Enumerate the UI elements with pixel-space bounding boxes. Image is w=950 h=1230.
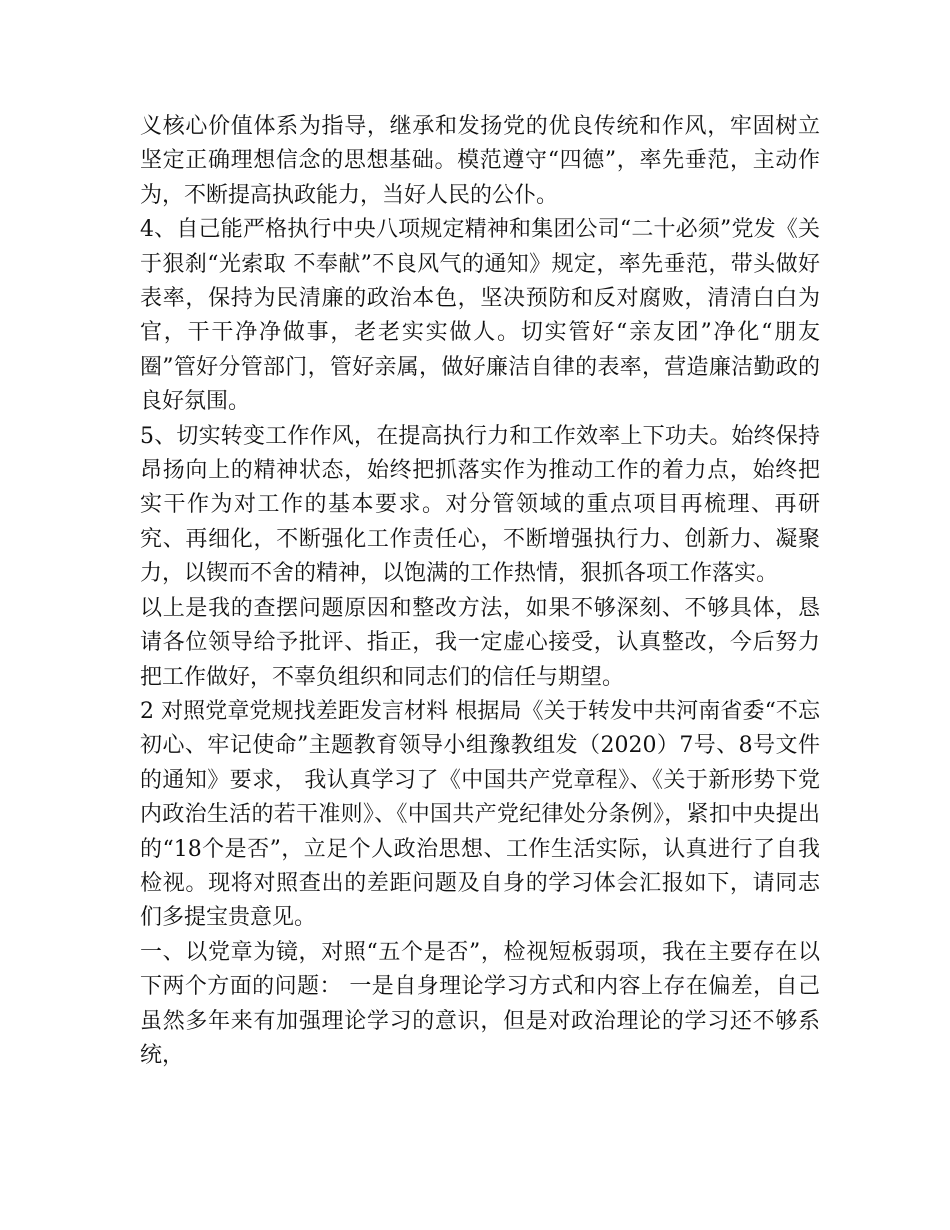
paragraph-section-2-intro: 2 对照党章党规找差距发言材料 根据局《关于转发中共河南省委“不忘初心、牢记使命”主题教育领导小组豫教组发（2020）7号、8号文件的通知》要求， 我认真学习了《中国共产党章程》、《关于新形势下党内政治生活的若干准则》、《中国共产党纪律处分条例》，紧扣中央提出的“18个是否”，立足个人政治思想、工作生活实际，认真进行了自我检视。现将对照查出的差距问题及自身的学习体会汇报如下，请同志们多提宝贵意见。 [140,698,820,931]
document-page [140,110,820,1073]
paragraph-point-5: 5、切实转变工作作风，在提高执行力和工作效率上下功夫。始终保持昂扬向上的精神状态，始终把抓落实作为推动工作的着力点，始终把实干作为对工作的基本要求。对分管领域的重点项目再梳理、再研究、再细化，不断强化工作责任心，不断增强执行力、创新力、凝聚力，以锲而不舍的精神，以饱满的工作热情，狠抓各项工作落实。 [140,423,820,587]
paragraph-point-4: 4、自己能严格执行中央八项规定精神和集团公司“二十必须”党发《关于狠刹“光索取 不奉献”不良风气的通知》规定，率先垂范，带头做好表率，保持为民清廉的政治本色，坚决预防和反对腐败，清清白白为官，干干净净做事，老老实实做人。切实管好“亲友团”净化“朋友圈”管好分管部门，管好亲属，做好廉洁自律的表率，营造廉洁勤政的良好氛围。 [140,217,820,415]
paragraph-core-values: 义核心价值体系为指导，继承和发扬党的优良传统和作风，牢固树立坚定正确理想信念的思想基础。模范遵守“四德”，率先垂范，主动作为，不断提高执政能力，当好人民的公仆。 [140,114,820,208]
paragraph-section-one: 一、以党章为镜，对照“五个是否”，检视短板弱项，我在主要存在以下两个方面的问题： 一是自身理论学习方式和内容上存在偏差，自己虽然多年来有加强理论学习的意识，但是对政治理论的学习还不够系统， [140,939,820,1068]
paragraph-conclusion: 以上是我的查摆问题原因和整改方法，如果不够深刻、不够具体，恳请各位领导给予批评、指正，我一定虚心接受，认真整改，今后努力把工作做好，不辜负组织和同志们的信任与期望。 [140,595,820,690]
